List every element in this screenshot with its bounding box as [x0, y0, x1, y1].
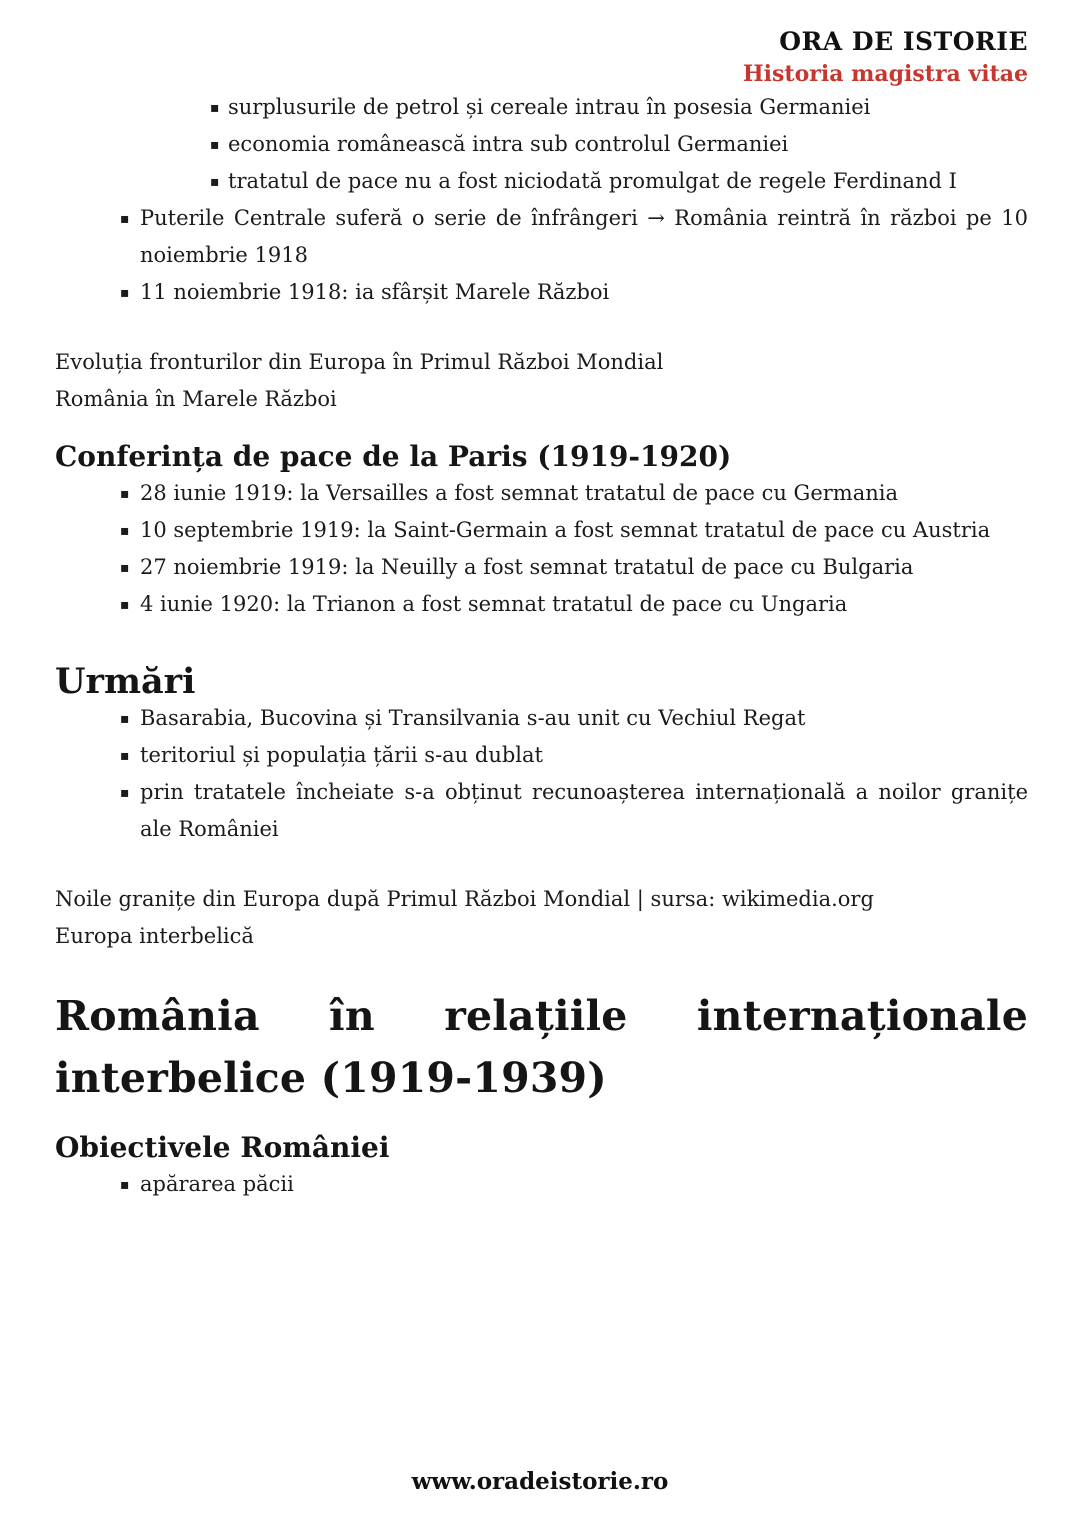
obiective-bullet-list [55, 1166, 1028, 1203]
caption-line-1: Evoluția fronturilor din Europa în Primul Război Mondial [55, 349, 664, 374]
intro-sub-bullet: ▪ economia românească intra sub controlul Germaniei [55, 126, 1028, 163]
heading-obiectivele-romaniei: Obiectivele României [55, 1130, 390, 1164]
urmari-bullet-list [55, 700, 1028, 848]
intro-sub-bullet-list [55, 89, 1028, 200]
figure-caption-granite [55, 881, 1028, 955]
intro-bullet: ▪ 11 noiembrie 1918: ia sfârșit Marele Război [55, 274, 1028, 311]
heading-romania-interbelica: România în relațiile internaționale interbelice (1919-1939) [55, 991, 1028, 1102]
caption-line-1: Noile granițe din Europa după Primul Război Mondial | sursa: wikimedia.org [55, 886, 874, 911]
intro-sub-bullet: ▪ tratatul de pace nu a fost niciodată promulgat de regele Ferdinand I [55, 163, 1028, 200]
caption-line-2: România în Marele Război [55, 386, 337, 411]
figure-caption-fronturi [55, 344, 1028, 418]
paris-bullet-list [55, 475, 1028, 623]
paris-bullet: ▪ 4 iunie 1920: la Trianon a fost semnat tratatul de pace cu Ungaria [55, 586, 1028, 623]
paris-bullet: ▪ 27 noiembrie 1919: la Neuilly a fost semnat tratatul de pace cu Bulgaria [55, 549, 1028, 586]
caption-line-2: Europa interbelică [55, 923, 254, 948]
page-footer [0, 1468, 1080, 1495]
site-url: www.oradeistorie.ro [411, 1468, 669, 1495]
intro-sub-bullet: ▪ surplusurile de petrol și cereale intrau în posesia Germaniei [55, 89, 1028, 126]
site-title: ORA DE ISTORIE [779, 27, 1028, 56]
page-header [55, 26, 1028, 89]
site-tagline: Historia magistra vitae [742, 61, 1028, 88]
urmari-bullet: ▪ prin tratatele încheiate s-a obținut recunoașterea internațională a noilor granițe ale României [55, 774, 1028, 848]
paris-bullet: ▪ 28 iunie 1919: la Versailles a fost semnat tratatul de pace cu Germania [55, 475, 1028, 512]
intro-bullet: ▪ Puterile Centrale suferă o serie de înfrângeri → România reintră în război pe 10 noiembrie 1918 [55, 200, 1028, 274]
heading-urmari: Urmări [55, 660, 196, 702]
urmari-bullet: ▪ teritoriul și populația țării s-au dublat [55, 737, 1028, 774]
paris-bullet: ▪ 10 septembrie 1919: la Saint-Germain a fost semnat tratatul de pace cu Austria [55, 512, 1028, 549]
heading-conferinta-paris: Conferința de pace de la Paris (1919-1920) [55, 439, 732, 473]
urmari-bullet: ▪ Basarabia, Bucovina și Transilvania s-au unit cu Vechiul Regat [55, 700, 1028, 737]
document-body [55, 89, 1028, 1203]
intro-bullet-list [55, 200, 1028, 311]
obiectiv-bullet: ▪ apărarea păcii [55, 1166, 1028, 1203]
